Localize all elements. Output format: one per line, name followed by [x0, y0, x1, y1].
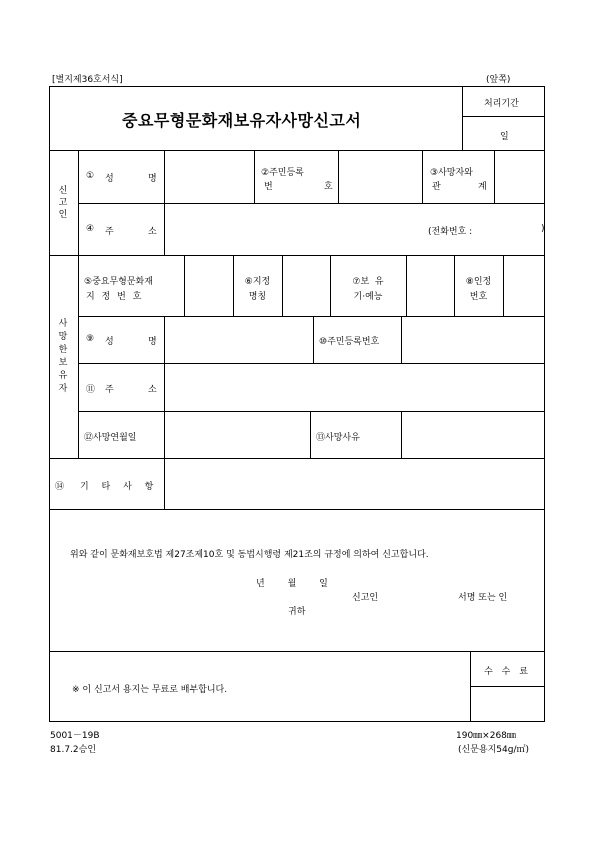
line — [310, 411, 311, 458]
line — [78, 203, 545, 204]
line — [503, 255, 504, 316]
line — [164, 150, 165, 256]
fee-label: 수 수 료 — [484, 667, 531, 677]
line — [401, 411, 402, 458]
declaration-text: 위와 같이 문화재보호법 제27조제10호 및 동법시행령 제21조의 규정에 의하여 신고합니다. — [70, 550, 429, 560]
cert-no-label-1: ⑧인정 — [465, 277, 492, 287]
line — [49, 255, 545, 256]
declaration-sign-label: 서명 또는 인 — [458, 593, 508, 603]
line — [78, 150, 79, 458]
line — [462, 116, 545, 117]
reporter-name-field[interactable] — [166, 157, 253, 202]
reporter-rrn-field[interactable] — [340, 152, 421, 202]
line — [470, 686, 545, 687]
declaration-reporter-label: 신고인 — [352, 593, 379, 603]
designation-name-label-1: ⑥지정 — [244, 277, 271, 287]
deceased-rrn-field[interactable] — [403, 318, 544, 362]
line — [78, 316, 545, 317]
deceased-address-field[interactable] — [166, 365, 544, 410]
designation-no-field[interactable] — [186, 257, 232, 315]
designation-no-label-2: 지 정 번 호 — [86, 292, 144, 302]
etc-label: 기 타 사 항 — [80, 482, 159, 492]
line — [338, 150, 339, 203]
line — [184, 255, 185, 316]
processing-period-label: 처리기간 — [484, 99, 519, 109]
line — [78, 363, 545, 364]
reporter-relation-field[interactable] — [496, 152, 544, 202]
death-reason-label: ⑬사망사유 — [316, 433, 360, 443]
deceased-address-label-2: 소 — [148, 385, 157, 395]
line — [254, 150, 255, 203]
form-title: 중요무형문화재보유자사망신고서 — [122, 111, 362, 130]
reporter-phone-close: ) — [541, 224, 545, 234]
etc-field[interactable] — [166, 460, 544, 508]
deceased-rrn-label: ⑩주민등록번호 — [319, 337, 380, 347]
deceased-address-label-1: 주 — [105, 385, 114, 395]
line — [313, 316, 314, 363]
approval-date: 81.7.2승인 — [50, 745, 97, 755]
line — [49, 509, 545, 510]
reporter-relation-label-2b: 계 — [478, 182, 487, 192]
cert-no-label-2: 번호 — [469, 292, 488, 302]
reporter-name-label-1: 성 — [105, 174, 114, 184]
line — [164, 316, 165, 458]
reporter-section-label: 신 고 인 — [58, 186, 68, 220]
skill-field[interactable] — [408, 257, 453, 315]
reporter-address-field[interactable] — [166, 205, 416, 253]
declaration-recipient: 귀하 — [288, 607, 306, 617]
cert-no-field[interactable] — [505, 257, 544, 315]
death-date-label: ⑫사망연월일 — [84, 433, 137, 443]
deceased-name-num: ⑨ — [86, 334, 95, 344]
designation-name-label-2: 명칭 — [248, 292, 267, 302]
fee-field[interactable] — [472, 688, 544, 721]
page-side-label: (앞쪽) — [486, 75, 511, 85]
reporter-address-num: ④ — [86, 224, 95, 234]
deceased-name-label-2: 명 — [148, 337, 157, 347]
deceased-section-label: 사 망 한 보 유 자 — [58, 319, 68, 394]
form-number: [별지제36호서식] — [52, 75, 123, 85]
skill-label-2: 기·예능 — [353, 292, 383, 302]
reporter-name-label-2: 명 — [148, 174, 157, 184]
footer-note: ※ 이 신고서 용지는 무료로 배부합니다. — [72, 685, 228, 695]
deceased-name-label-1: 성 — [105, 337, 114, 347]
deceased-name-field[interactable] — [166, 318, 312, 362]
line — [494, 150, 495, 203]
reporter-rrn-label-2b: 호 — [324, 182, 333, 192]
declaration-date: 년 월 일 — [256, 579, 328, 589]
reporter-relation-label-2a: 관 — [432, 182, 441, 192]
line — [78, 411, 545, 412]
reporter-rrn-label-1: ②주민등록 — [261, 168, 304, 178]
line — [49, 458, 545, 459]
death-date-field[interactable] — [166, 413, 309, 457]
reporter-phone-label: (전화번호 : — [428, 227, 473, 237]
etc-num: ⑭ — [55, 482, 65, 492]
deceased-address-num: ⑪ — [86, 385, 96, 395]
reporter-name-num: ① — [86, 171, 95, 181]
line — [49, 150, 545, 151]
paper-type: (신문용지54g/㎡) — [458, 745, 529, 755]
line — [406, 255, 407, 316]
reporter-address-label-2: 소 — [148, 227, 157, 237]
line — [164, 458, 165, 509]
skill-label-1: ⑦보 유 — [352, 277, 384, 287]
line — [462, 86, 463, 150]
line — [401, 316, 402, 363]
designation-name-field[interactable] — [284, 257, 329, 315]
reporter-rrn-label-2a: 번 — [264, 182, 273, 192]
line — [422, 150, 423, 203]
processing-period-value: 일 — [500, 132, 509, 142]
death-reason-field[interactable] — [403, 413, 544, 457]
reporter-address-label-1: 주 — [105, 227, 114, 237]
paper-size: 190㎜×268㎜ — [456, 731, 516, 741]
form-code: 5001－19B — [50, 731, 100, 741]
line — [282, 255, 283, 316]
designation-no-label-1: ⑤중요무형문화재 — [84, 277, 153, 287]
line — [470, 651, 471, 722]
reporter-relation-label-1: ③사망자와 — [430, 168, 473, 178]
